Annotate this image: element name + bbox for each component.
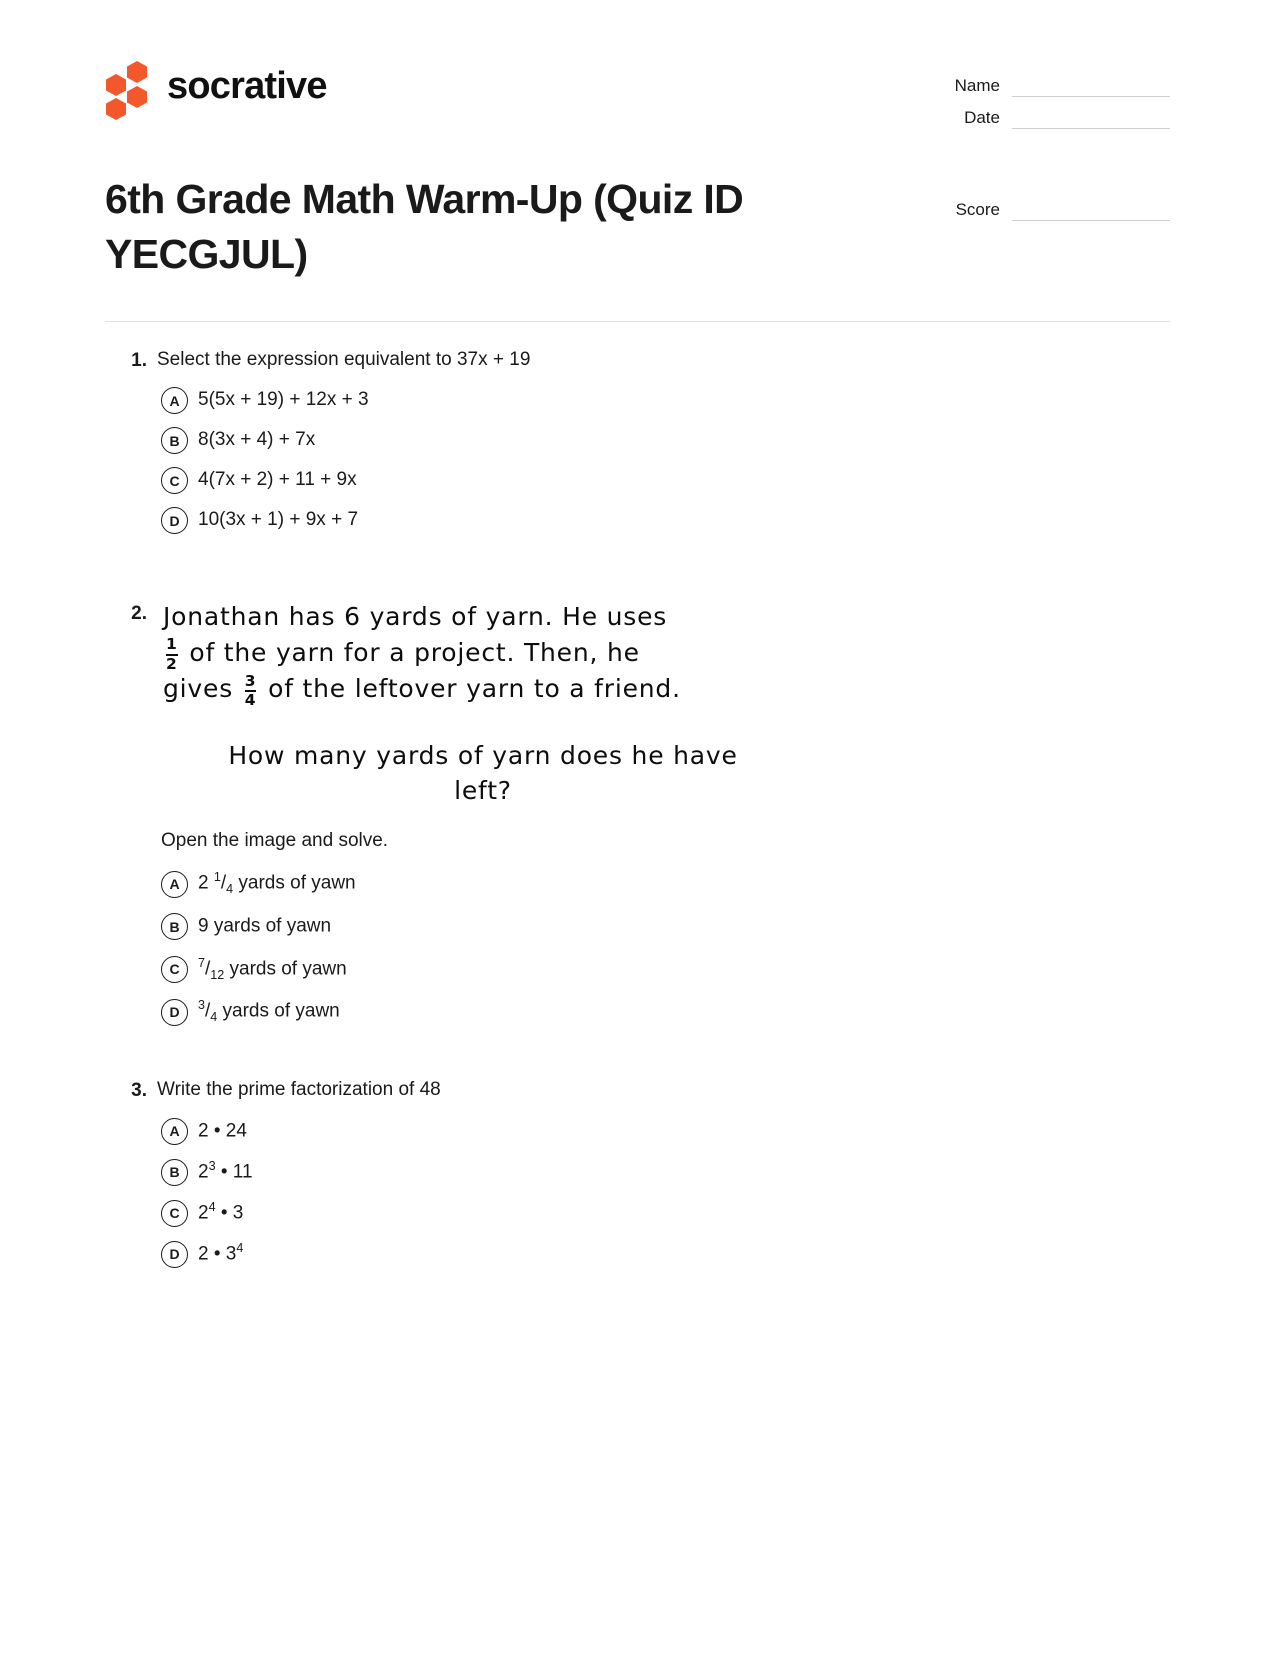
option-bubble-b[interactable]: B (161, 913, 188, 940)
question-image-line-4: How many yards of yarn does he have (228, 740, 738, 770)
question-3-option-b[interactable] (105, 1158, 1170, 1186)
option-operator: • (215, 1161, 233, 1183)
option-text: 4(7x + 2) + 11 + 9x (198, 469, 357, 491)
date-row (910, 109, 1170, 129)
option-bubble-d[interactable]: D (161, 507, 188, 534)
question-spacer (105, 547, 1170, 599)
question-3-option-c[interactable] (105, 1199, 1170, 1227)
student-info-block (910, 55, 1170, 233)
hexagon-shape (127, 86, 147, 108)
question-2-option-d[interactable] (105, 997, 1170, 1027)
option-bubble-a[interactable]: A (161, 871, 188, 898)
option-numerator: 3 (198, 998, 205, 1013)
question-2 (105, 599, 1170, 1027)
option-exponent: 4 (208, 1200, 216, 1215)
socrative-logo (105, 55, 745, 117)
option-slash: / (204, 957, 211, 979)
option-text (198, 997, 340, 1027)
option-operator: • (208, 1120, 226, 1142)
option-bubble-b[interactable]: B (161, 427, 188, 454)
option-bubble-b[interactable]: B (161, 1159, 188, 1186)
question-number: 1. (131, 349, 147, 371)
question-3 (105, 1076, 1170, 1268)
question-image-line-1 (163, 599, 803, 635)
date-write-in-line[interactable] (1012, 112, 1170, 129)
question-image-text: Jonathan has 6 yards of yarn. He uses (163, 602, 668, 632)
fraction-denominator: 2 (166, 654, 178, 673)
option-bubble-a[interactable]: A (161, 1118, 188, 1145)
option-slash: / (220, 872, 227, 894)
hexagon-shape (106, 98, 126, 120)
option-base: 11 (232, 1161, 253, 1183)
score-label: Score (955, 200, 1000, 219)
question-3-header (105, 1076, 1170, 1106)
option-numerator: 7 (198, 955, 205, 970)
option-tail: yards of yawn (217, 1000, 340, 1022)
question-2-header (105, 599, 1170, 809)
date-label: Date (964, 108, 1000, 127)
question-image (163, 599, 803, 809)
question-1-option-c[interactable] (105, 467, 1170, 494)
option-text: 8(3x + 4) + 7x (198, 429, 316, 451)
question-number: 2. (131, 603, 147, 625)
hexagon-shape (127, 61, 147, 83)
question-3-option-d[interactable] (105, 1240, 1170, 1268)
option-whole: 9 (198, 915, 209, 937)
option-slash: / (204, 1000, 211, 1022)
option-denominator: 4 (210, 1010, 218, 1025)
question-image-text: gives (163, 674, 234, 704)
page-header (0, 0, 1275, 283)
option-text (198, 1117, 247, 1145)
question-image-text: of the yarn for a project. Then, he (189, 637, 640, 667)
option-base: 2 (198, 1161, 209, 1183)
option-text: 10(3x + 1) + 9x + 7 (198, 509, 359, 531)
score-row (910, 201, 1170, 221)
question-prompt: Select the expression equivalent to 37x + 19 (157, 348, 531, 370)
hexagon-logo-icon (105, 61, 151, 111)
option-text: 5(5x + 19) + 12x + 3 (198, 389, 369, 411)
question-number: 3. (131, 1079, 147, 1101)
option-bubble-c[interactable]: C (161, 1200, 188, 1227)
option-text (198, 955, 347, 985)
question-2-option-a[interactable] (105, 869, 1170, 899)
option-bubble-c[interactable]: C (161, 956, 188, 983)
question-1-option-a[interactable] (105, 387, 1170, 414)
question-1-option-b[interactable] (105, 427, 1170, 454)
option-text (198, 912, 331, 942)
fraction-three-fourths (244, 671, 257, 710)
name-label: Name (954, 76, 1000, 95)
option-base: 3 (232, 1202, 244, 1224)
question-1-option-d[interactable] (105, 507, 1170, 534)
option-tail: yards of yawn (224, 957, 347, 979)
question-2-prompt: Open the image and solve. (161, 829, 389, 851)
option-bubble-c[interactable]: C (161, 467, 188, 494)
question-spacer (105, 1040, 1170, 1076)
question-image-line-5: left? (454, 776, 512, 806)
question-image-text: of the leftover yarn to a friend. (268, 674, 681, 704)
option-text (198, 869, 356, 899)
option-text (198, 1158, 253, 1186)
question-3-option-a[interactable] (105, 1117, 1170, 1145)
option-base: 2 (198, 1243, 209, 1265)
question-1 (105, 346, 1170, 535)
option-bubble-d[interactable]: D (161, 1241, 188, 1268)
option-operator: • (215, 1202, 233, 1224)
fraction-numerator: 3 (244, 671, 257, 690)
name-row (910, 77, 1170, 97)
option-numerator: 1 (213, 870, 221, 885)
brand-and-title (105, 55, 745, 283)
page-title: 6th Grade Math Warm-Up (Quiz ID YECGJUL) (105, 176, 744, 278)
name-write-in-line[interactable] (1012, 80, 1170, 97)
option-whole: 2 (198, 872, 209, 894)
option-base: 2 (198, 1120, 209, 1142)
option-bubble-d[interactable]: D (161, 999, 188, 1026)
hexagon-shape (106, 74, 126, 96)
option-denominator: 4 (226, 882, 234, 897)
option-tail: yards of yawn (208, 915, 332, 937)
question-prompt: Write the prime factorization of 48 (157, 1078, 441, 1100)
question-1-header (105, 346, 1170, 376)
fraction-one-half (166, 637, 178, 672)
option-text (198, 1240, 243, 1268)
score-write-in-line[interactable] (1012, 204, 1170, 221)
questions-list (0, 322, 1275, 1268)
option-denominator: 12 (210, 967, 225, 982)
question-2-option-b[interactable] (105, 912, 1170, 942)
fraction-denominator: 4 (244, 691, 257, 710)
brand-name: socrative (167, 65, 327, 107)
question-image-line-3 (163, 671, 803, 708)
option-base: 24 (225, 1120, 247, 1142)
option-exponent: 4 (236, 1241, 244, 1256)
option-base: 3 (225, 1243, 237, 1265)
option-tail: yards of yawn (233, 872, 356, 894)
question-image-line-2 (163, 635, 803, 672)
option-base: 2 (198, 1202, 209, 1224)
option-operator: • (208, 1243, 226, 1265)
option-exponent: 3 (208, 1159, 216, 1174)
option-text (198, 1199, 243, 1227)
question-2-option-c[interactable] (105, 955, 1170, 985)
option-bubble-a[interactable]: A (161, 387, 188, 414)
fraction-numerator: 1 (166, 635, 178, 654)
